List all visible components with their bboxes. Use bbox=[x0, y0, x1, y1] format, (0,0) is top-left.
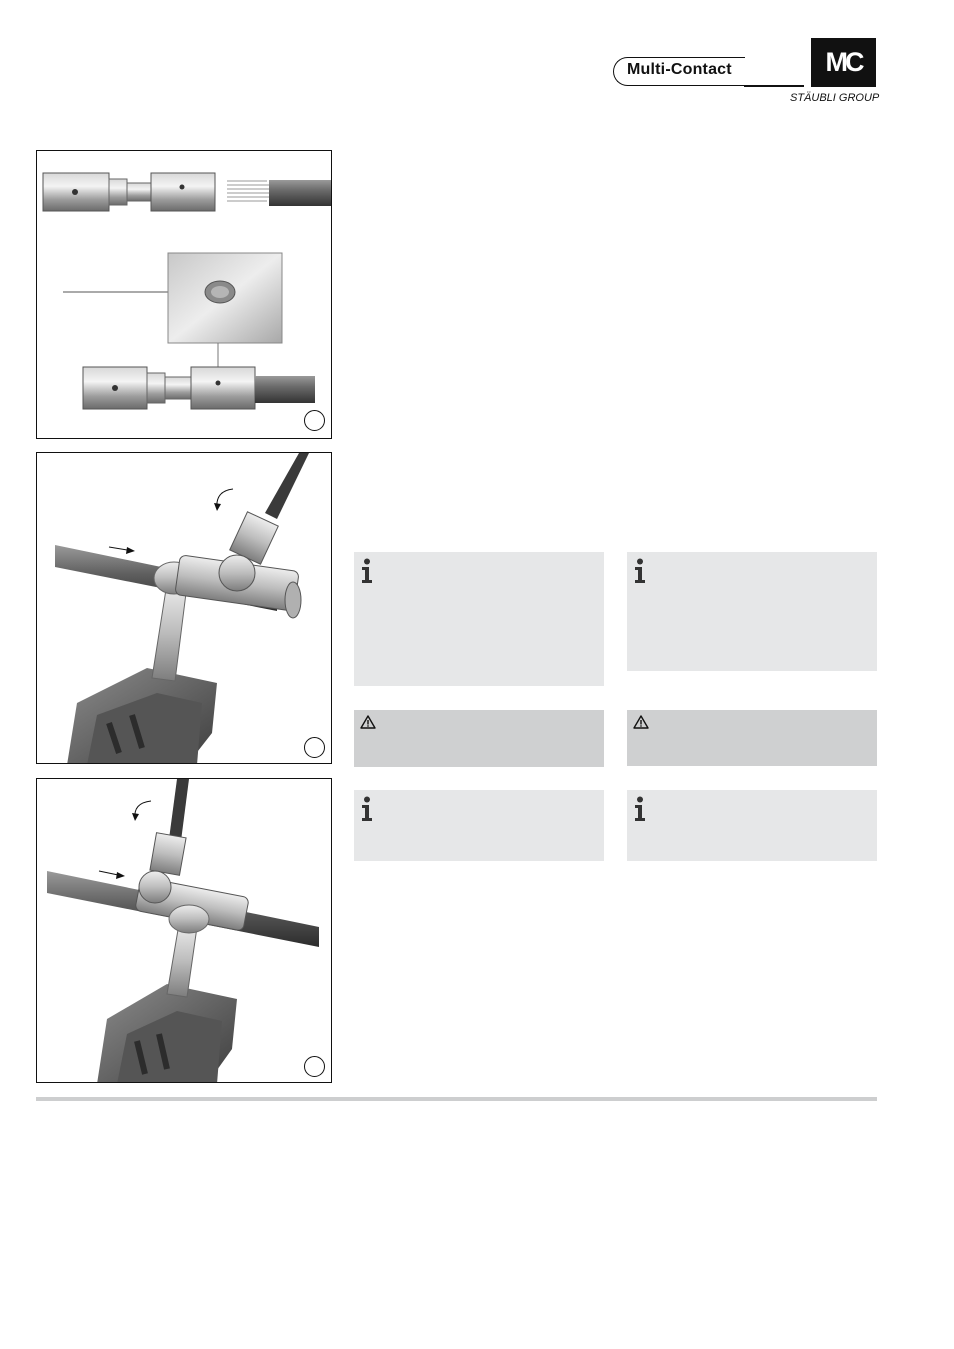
info-box-4 bbox=[627, 790, 877, 861]
warning-triangle-icon bbox=[360, 715, 376, 729]
brand-name: Multi-Contact bbox=[627, 61, 732, 78]
torque-wrench bbox=[265, 453, 309, 519]
open-end-wrench bbox=[152, 583, 187, 681]
warning-box-1 bbox=[354, 710, 604, 767]
figure-2 bbox=[36, 452, 332, 764]
footer-divider bbox=[36, 1097, 877, 1101]
info-icon bbox=[361, 558, 373, 584]
figure-3 bbox=[36, 778, 332, 1083]
figure-2-number-circle bbox=[304, 737, 325, 758]
group-name: STÄUBLI GROUP bbox=[790, 92, 880, 104]
info-icon bbox=[634, 796, 646, 822]
warning-box-2 bbox=[627, 710, 877, 766]
info-box-3 bbox=[354, 790, 604, 861]
warning-triangle-icon bbox=[633, 715, 649, 729]
info-icon bbox=[361, 796, 373, 822]
brand-logo-underline bbox=[744, 85, 804, 87]
mc-logo bbox=[811, 38, 876, 87]
figure-3-number-circle bbox=[304, 1056, 325, 1077]
figure-1 bbox=[36, 150, 332, 439]
mc-logo-mark: MC bbox=[825, 47, 862, 77]
cable-top bbox=[269, 180, 332, 206]
info-box-1 bbox=[354, 552, 604, 686]
info-icon bbox=[634, 558, 646, 584]
figure-1-illustration bbox=[37, 151, 332, 439]
info-box-2 bbox=[627, 552, 877, 671]
torque-wrench bbox=[169, 779, 189, 841]
brand-logo-gap bbox=[745, 55, 805, 59]
figure-2-illustration bbox=[37, 453, 332, 764]
figure-3-illustration bbox=[37, 779, 332, 1083]
figure-1-number-circle bbox=[304, 410, 325, 431]
open-end-wrench bbox=[167, 924, 197, 997]
cable-bottom bbox=[255, 376, 315, 403]
stranded-conductor bbox=[227, 181, 269, 201]
